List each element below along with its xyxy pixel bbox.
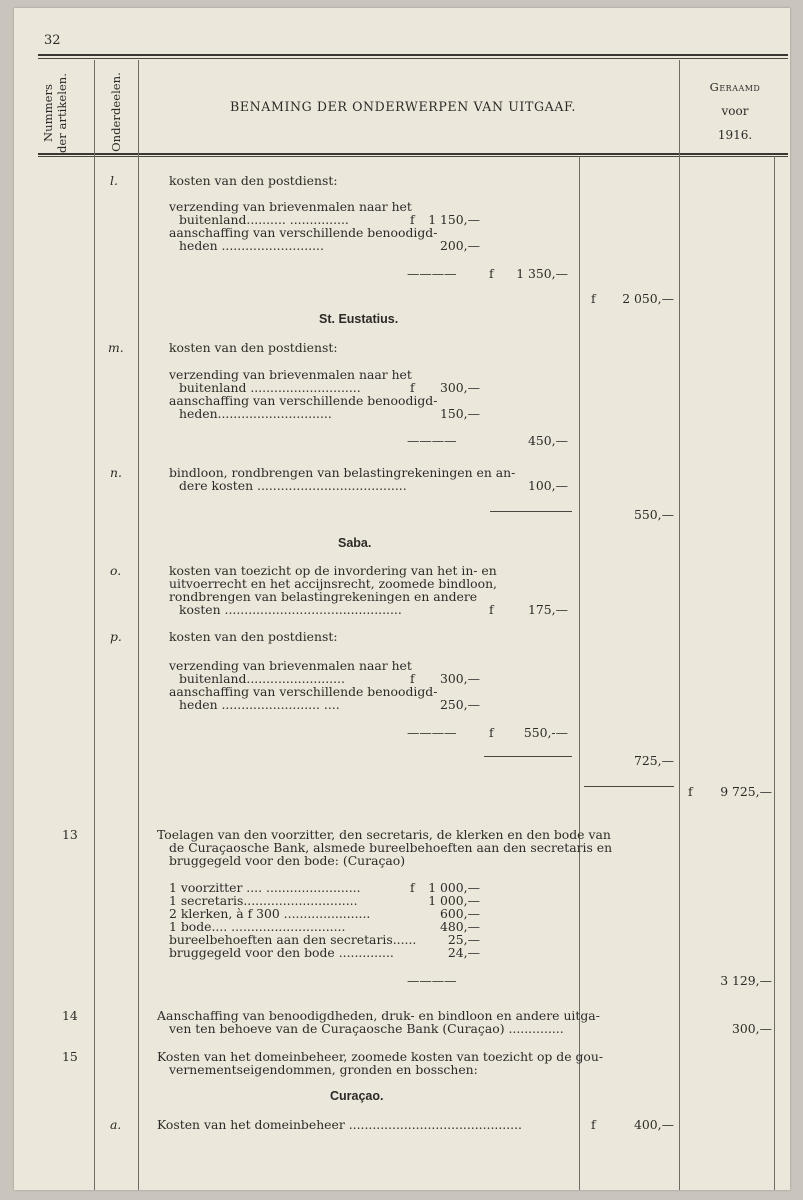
article-total: 3 129,— xyxy=(720,973,772,988)
item-letter: p. xyxy=(110,629,122,644)
line-item: 1 secretaris............................. xyxy=(169,893,358,908)
section-heading: St. Eustatius. xyxy=(319,312,399,326)
item-text: heden............................. xyxy=(179,406,332,421)
currency-f: f xyxy=(591,1117,596,1132)
page-number: 32 xyxy=(44,33,61,48)
column-divider xyxy=(138,60,139,1190)
item-text: uitvoerrecht en het accijnsrecht, zoomede bindloon, xyxy=(169,576,497,591)
amount: 24,— xyxy=(447,945,480,960)
item-text: buitenland ............................ xyxy=(179,380,361,395)
header-voor: voor xyxy=(721,104,749,118)
item-letter: m. xyxy=(108,340,124,355)
item-text: rondbrengen van belastingrekeningen en andere xyxy=(169,589,478,604)
sum-dash: ———— xyxy=(407,973,457,988)
amount: 550,-— xyxy=(523,725,568,740)
item-text: heden .......................... xyxy=(179,238,324,253)
sum-dash: ———— xyxy=(407,266,457,281)
amount: 100,— xyxy=(528,478,568,493)
header-geraamd: Geraamd xyxy=(709,80,761,94)
item-text: aanschaffing van verschillende benoodigd- xyxy=(169,393,438,408)
article-text: Kosten van het domeinbeheer, zoomede kosten van toezicht op de gou- xyxy=(157,1049,604,1064)
amount: 300,— xyxy=(440,380,480,395)
column-divider xyxy=(94,60,95,1190)
article-total: 300,— xyxy=(732,1021,772,1036)
subtotal: 400,— xyxy=(634,1117,674,1132)
amount: 200,— xyxy=(440,238,480,253)
currency-f: f xyxy=(410,212,415,227)
subtotal: 725,— xyxy=(634,753,674,768)
article-number: 14 xyxy=(62,1008,78,1023)
amount: 1 000,— xyxy=(428,893,480,908)
item-text: kosten van den postdienst: xyxy=(169,173,338,188)
article-number: 15 xyxy=(62,1049,78,1064)
column-divider xyxy=(774,156,775,1190)
amount: 450,— xyxy=(528,433,568,448)
section-heading: Saba. xyxy=(338,536,372,550)
header-year: 1916. xyxy=(717,128,753,142)
currency-f: f xyxy=(489,602,494,617)
currency-f: f xyxy=(410,880,415,895)
item-text: bindloon, rondbrengen van belastingrekeningen en an- xyxy=(169,465,516,480)
amount: 175,— xyxy=(528,602,568,617)
item-letter: n. xyxy=(110,465,122,480)
item-text: dere kosten ...................................... xyxy=(179,478,407,493)
item-letter: o. xyxy=(110,563,122,578)
item-letter: l. xyxy=(110,173,118,188)
item-text: kosten ............................................. xyxy=(179,602,402,617)
currency-f: f xyxy=(410,380,415,395)
subtotal: 550,— xyxy=(634,507,674,522)
amount: 300,— xyxy=(440,671,480,686)
article-text: vernementseigendommen, gronden en bosschen: xyxy=(169,1062,478,1077)
ledger-page xyxy=(14,8,790,1190)
line-item: 1 voorzitter .... ........................ xyxy=(169,880,361,895)
amount: 250,— xyxy=(440,697,480,712)
header-title: BENAMING DER ONDERWERPEN VAN UITGAAF. xyxy=(230,99,577,114)
article-number: 13 xyxy=(62,827,78,842)
amount: 1 350,— xyxy=(516,266,568,281)
header-rule-thin xyxy=(38,156,788,157)
line-item: 2 klerken, à f 300 ...................... xyxy=(169,906,371,921)
item-letter: a. xyxy=(110,1117,122,1132)
item-text: heden ......................... .... xyxy=(179,697,340,712)
amount: 1 150,— xyxy=(428,212,480,227)
sum-rule xyxy=(484,756,572,757)
currency-f: f xyxy=(489,725,494,740)
item-text: verzending van brievenmalen naar het xyxy=(169,658,412,673)
item-text: verzending van brievenmalen naar het xyxy=(169,367,412,382)
article-text: bruggegeld voor den bode: (Curaçao) xyxy=(169,853,406,868)
sum-dash: ———— xyxy=(407,725,457,740)
top-rule-thin xyxy=(38,58,788,59)
currency-f: f xyxy=(688,784,693,799)
line-item: bruggegeld voor den bode .............. xyxy=(169,945,394,960)
section-heading: Curaçao. xyxy=(330,1089,384,1103)
line-item: bureelbehoeften aan den secretaris...... xyxy=(169,932,417,947)
item-text: aanschaffing van verschillende benoodigd- xyxy=(169,684,438,699)
amount: 25,— xyxy=(447,932,480,947)
article-text: ven ten behoeve van de Curaçaosche Bank (Curaçao) .............. xyxy=(169,1021,564,1036)
article-text: Aanschaffing van benoodigdheden, druk- en bindloon en andere uitga- xyxy=(157,1008,600,1023)
item-text: kosten van den postdienst: xyxy=(169,340,338,355)
amount: 1 000,— xyxy=(428,880,480,895)
item-text: buitenland.......... ............... xyxy=(179,212,349,227)
sum-dash: ———— xyxy=(407,433,457,448)
sum-rule xyxy=(490,511,572,512)
item-text: aanschaffing van verschillende benoodigd- xyxy=(169,225,438,240)
amount: 150,— xyxy=(440,406,480,421)
top-rule xyxy=(38,54,788,56)
item-text: kosten van toezicht op de invordering van het in- en xyxy=(169,563,497,578)
currency-f: f xyxy=(489,266,494,281)
column-divider xyxy=(679,60,680,1190)
item-text: Kosten van het domeinbeheer ............................................ xyxy=(157,1117,522,1132)
subtotal: 2 050,— xyxy=(622,291,674,306)
item-text: verzending van brievenmalen naar het xyxy=(169,199,412,214)
currency-f: f xyxy=(591,291,596,306)
header-onderdeelen: Onderdeelen. xyxy=(109,72,123,152)
article-text: Toelagen van den voorzitter, den secretaris, de klerken en den bode van xyxy=(157,827,611,842)
item-text: kosten van den postdienst: xyxy=(169,629,338,644)
amount: 480,— xyxy=(440,919,480,934)
item-text: buitenland......................... xyxy=(179,671,345,686)
header-nummers: Nummers der artikelen. xyxy=(41,73,69,153)
sum-rule xyxy=(584,786,674,787)
amount: 600,— xyxy=(440,906,480,921)
column-divider xyxy=(579,156,580,1190)
article-text: de Curaçaosche Bank, alsmede bureelbehoeften aan den secretaris en xyxy=(169,840,613,855)
header-rule xyxy=(38,153,788,155)
line-item: 1 bode.... ............................. xyxy=(169,919,346,934)
article-total: 9 725,— xyxy=(720,784,772,799)
currency-f: f xyxy=(410,671,415,686)
